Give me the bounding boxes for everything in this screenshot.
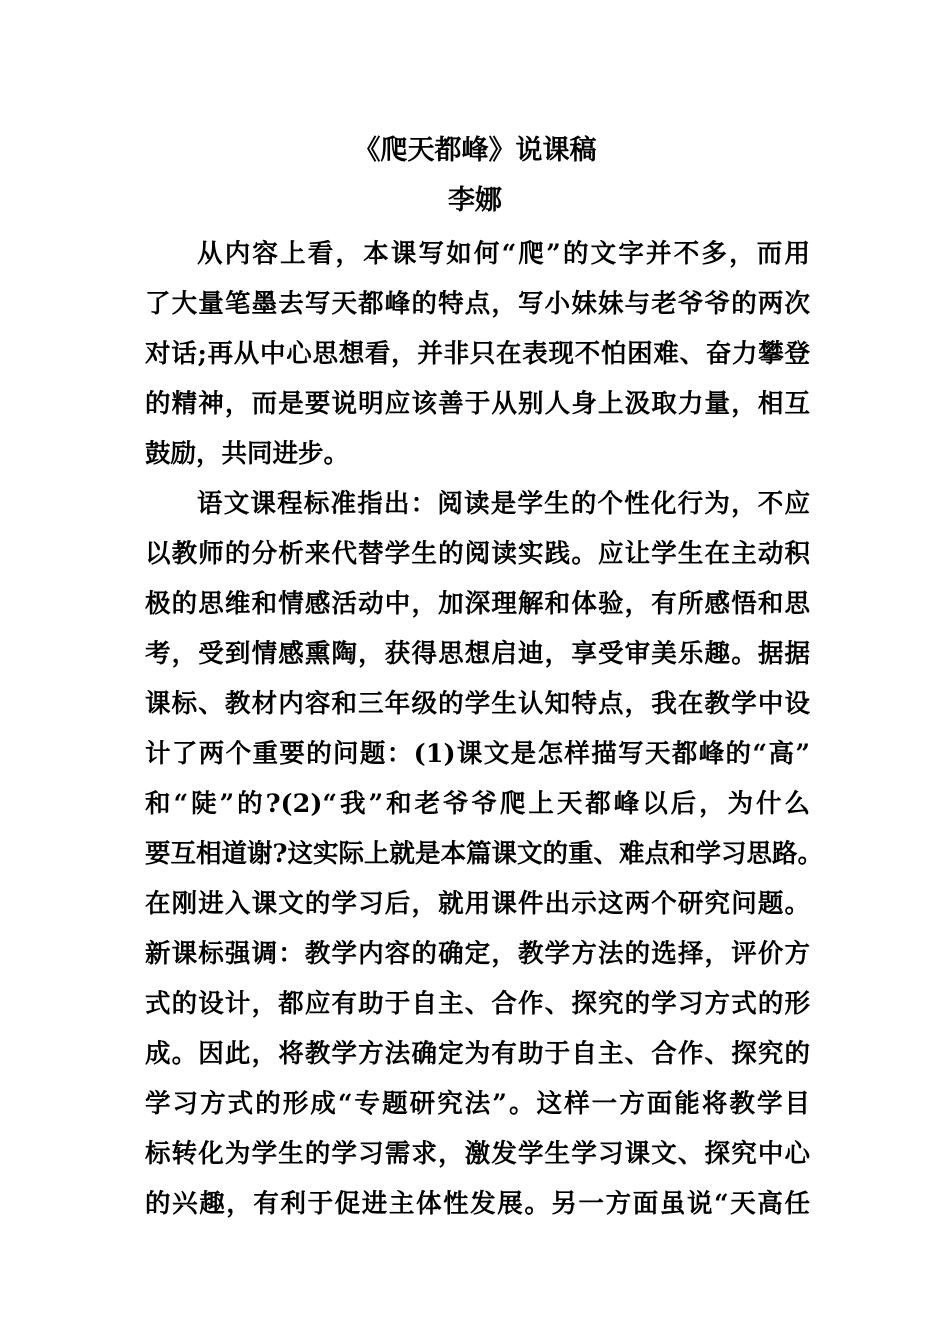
text-line: 成。因此，将教学方法确定为有助于自主、合作、探究的 [145, 1039, 810, 1069]
text-line: 了大量笔墨去写天都峰的特点，写小妹妹与老爷爷的两次 [145, 289, 810, 319]
text-line: 鼓励，共同进步。 [145, 439, 350, 469]
text-line: 从内容上看，本课写如何“爬”的文字并不多，而用 [197, 239, 810, 269]
document-title: 《爬天都峰》说课稿 [353, 135, 597, 166]
text-line: 式的设计，都应有助于自主、合作、探究的学习方式的形 [145, 989, 810, 1019]
text-line: 考，受到情感熏陶，获得思想启迪，享受审美乐趣。据据 [145, 639, 810, 669]
text-line: 课标、教材内容和三年级的学生认知特点，我在教学中设 [145, 689, 810, 719]
text-line: 计了两个重要的问题：(1)课文是怎样描写天都峰的“高” [145, 739, 810, 769]
document-author: 李娜 [448, 185, 502, 216]
text-line: 学习方式的形成“专题研究法”。这样一方面能将教学目 [145, 1089, 810, 1119]
text-line: 以教师的分析来代替学生的阅读实践。应让学生在主动积 [145, 539, 810, 569]
text-line: 的兴趣，有利于促进主体性发展。另一方面虽说“天高任 [145, 1189, 810, 1219]
text-line: 标转化为学生的学习需求，激发学生学习课文、探究中心 [145, 1139, 810, 1169]
text-line: 对话;再从中心思想看，并非只在表现不怕困难、奋力攀登 [145, 339, 810, 369]
text-line: 新课标强调：教学内容的确定，教学方法的选择，评价方 [145, 939, 810, 969]
text-line: 极的思维和情感活动中，加深理解和体验，有所感悟和思 [145, 589, 810, 619]
text-line: 要互相道谢?这实际上就是本篇课文的重、难点和学习思路。 [145, 839, 823, 869]
text-line: 语文课程标准指出：阅读是学生的个性化行为，不应 [197, 489, 810, 519]
document-body [145, 229, 823, 1229]
text-line: 和“陡”的?(2)“我”和老爷爷爬上天都峰以后，为什么 [145, 789, 810, 819]
text-line: 在刚进入课文的学习后，就用课件出示这两个研究问题。 [145, 889, 810, 919]
text-line: 的精神，而是要说明应该善于从别人身上汲取力量，相互 [145, 389, 810, 419]
